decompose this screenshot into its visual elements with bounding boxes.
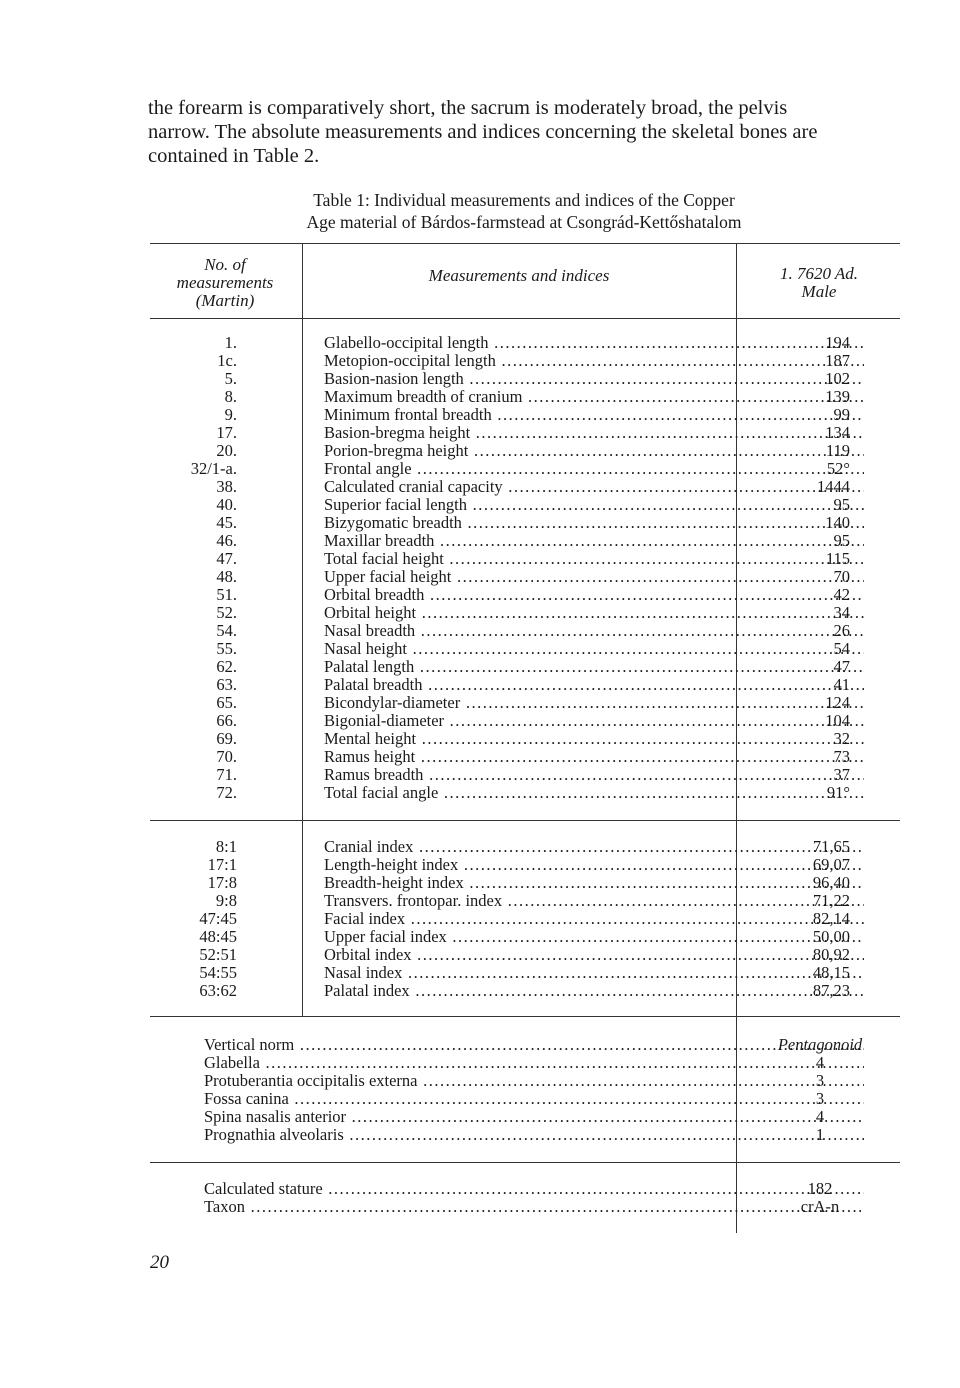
- table-row: [150, 982, 902, 1000]
- section-rule-1: [150, 820, 900, 821]
- table-row: [150, 730, 902, 748]
- row-value: 3: [815, 1071, 825, 1090]
- table-row: [150, 1072, 902, 1090]
- table-row: [150, 694, 902, 712]
- row-value: 95: [833, 495, 850, 514]
- table-row: [150, 838, 902, 856]
- section-rule-2: [150, 1016, 900, 1017]
- row-number: 8.: [224, 387, 237, 406]
- row-label: Orbital index .....: [324, 946, 864, 964]
- header-col-number-line-1: No. of: [204, 255, 246, 274]
- row-label: Bizygomatic breadth .....: [324, 514, 864, 532]
- row-number: 48:45: [199, 927, 237, 946]
- row-value: 69,07: [812, 855, 850, 874]
- row-number: 71.: [216, 765, 237, 784]
- header-col-number-line-3: (Martin): [195, 291, 255, 310]
- row-label: Mental height .....: [324, 730, 864, 748]
- row-label: Upper facial index .....: [324, 928, 864, 946]
- table-row: [150, 946, 902, 964]
- row-value: 41: [833, 675, 850, 694]
- row-number: 55.: [216, 639, 237, 658]
- row-value: 80,92: [812, 945, 850, 964]
- row-label: Palatal length .....: [324, 658, 864, 676]
- table-row: [150, 784, 902, 802]
- row-label: Spina nasalis anterior .....: [204, 1108, 864, 1126]
- row-label: Vertical norm .....: [204, 1036, 864, 1054]
- row-number: 52:51: [199, 945, 237, 964]
- row-label: Length-height index .....: [324, 856, 864, 874]
- table-row: [150, 856, 902, 874]
- row-value: 139: [825, 387, 850, 406]
- header-col-specimen: [738, 265, 900, 301]
- row-value: 47: [833, 657, 850, 676]
- row-label: Breadth-height index .....: [324, 874, 864, 892]
- row-label: Total facial angle .....: [324, 784, 864, 802]
- row-value: 50,00: [812, 927, 850, 946]
- table-row: [150, 550, 902, 568]
- row-label: Frontal angle .....: [324, 460, 864, 478]
- table-row: [150, 892, 902, 910]
- row-number: 9.: [224, 405, 237, 424]
- table-row: [150, 1054, 902, 1072]
- row-label: Ramus breadth .....: [324, 766, 864, 784]
- row-label: Porion-bregma height .....: [324, 442, 864, 460]
- table-row: [150, 676, 902, 694]
- row-number: 32/1-a.: [190, 459, 237, 478]
- row-number: 65.: [216, 693, 237, 712]
- row-label: Upper facial height .....: [324, 568, 864, 586]
- row-number: 38.: [216, 477, 237, 496]
- row-number: 47:45: [199, 909, 237, 928]
- table-row: [150, 334, 902, 352]
- table-row: [150, 406, 902, 424]
- row-label: Facial index .....: [324, 910, 864, 928]
- row-value: 134: [825, 423, 850, 442]
- row-number: 54.: [216, 621, 237, 640]
- table-row: [150, 496, 902, 514]
- row-label: Basion-bregma height .....: [324, 424, 864, 442]
- row-number: 5.: [224, 369, 237, 388]
- row-value: 140: [825, 513, 850, 532]
- row-number: 66.: [216, 711, 237, 730]
- row-value: 102: [825, 369, 850, 388]
- table-row: [150, 910, 902, 928]
- row-label: Protuberantia occipitalis externa .....: [204, 1072, 864, 1090]
- row-label: Superior facial length .....: [324, 496, 864, 514]
- row-value: 4: [815, 1107, 825, 1126]
- table-caption-line-1: Table 1: Individual measurements and indices of the Copper: [313, 190, 735, 210]
- table-row: [150, 712, 902, 730]
- table-row: [150, 964, 902, 982]
- row-number: 70.: [216, 747, 237, 766]
- row-label: Calculated cranial capacity .....: [324, 478, 864, 496]
- row-number: 1.: [224, 333, 237, 352]
- section-rule-3: [150, 1162, 900, 1163]
- table-row: [150, 460, 902, 478]
- table-row: [150, 568, 902, 586]
- table-row: [150, 658, 902, 676]
- row-label: Glabella .....: [204, 1054, 864, 1072]
- row-value: 34: [833, 603, 850, 622]
- row-label: Cranial index .....: [324, 838, 864, 856]
- table-row: [150, 532, 902, 550]
- row-label: Nasal breadth .....: [324, 622, 864, 640]
- row-number: 63:62: [199, 981, 237, 1000]
- row-number: 51.: [216, 585, 237, 604]
- row-label: Palatal index .....: [324, 982, 864, 1000]
- row-value: 124: [825, 693, 850, 712]
- row-value: 1444: [817, 477, 850, 496]
- table-row: [150, 1198, 902, 1216]
- table-row: [150, 1126, 902, 1144]
- table-row: [150, 352, 902, 370]
- row-label: Total facial height .....: [324, 550, 864, 568]
- row-value: crA-n: [800, 1197, 840, 1216]
- paragraph-line: narrow. The absolute measurements and indices concerning the skeletal bones are: [148, 121, 818, 143]
- table-row: [150, 424, 902, 442]
- row-label: Prognathia alveolaris .....: [204, 1126, 864, 1144]
- row-label: Bicondylar-diameter .....: [324, 694, 864, 712]
- row-value: 115: [825, 549, 850, 568]
- row-number: 17.: [216, 423, 237, 442]
- row-number: 17:1: [207, 855, 237, 874]
- row-number: 20.: [216, 441, 237, 460]
- row-value: 96,40: [812, 873, 850, 892]
- table-row: [150, 370, 902, 388]
- header-col-specimen-line-2: Male: [801, 282, 837, 301]
- row-number: 1c.: [217, 351, 237, 370]
- row-value: 82,14: [812, 909, 850, 928]
- row-label: Metopion-occipital length .....: [324, 352, 864, 370]
- row-value: 37: [833, 765, 850, 784]
- page-number: 20: [150, 1252, 169, 1273]
- table-row: [150, 1180, 902, 1198]
- row-label: Orbital breadth .....: [324, 586, 864, 604]
- row-number: 17:8: [207, 873, 237, 892]
- table-row: [150, 928, 902, 946]
- row-number: 9:8: [215, 891, 237, 910]
- row-label: Transvers. frontopar. index .....: [324, 892, 864, 910]
- row-number: 45.: [216, 513, 237, 532]
- table-row: [150, 388, 902, 406]
- row-label: Nasal index .....: [324, 964, 864, 982]
- header-col-specimen-line-1: 1. 7620 Ad.: [779, 264, 859, 283]
- row-label: Ramus height .....: [324, 748, 864, 766]
- intro-paragraph: [148, 96, 900, 168]
- paragraph-line: contained in Table 2.: [148, 145, 320, 167]
- row-value: 54: [833, 639, 850, 658]
- row-label: Basion-nasion length .....: [324, 370, 864, 388]
- row-label: Glabello-occipital length .....: [324, 334, 864, 352]
- row-value: 95: [833, 531, 850, 550]
- row-value: 32: [833, 729, 850, 748]
- row-label: Maximum breadth of cranium .....: [324, 388, 864, 406]
- row-value: 70: [833, 567, 850, 586]
- row-number: 62.: [216, 657, 237, 676]
- row-value: 52°: [826, 459, 850, 478]
- table-row: [150, 874, 902, 892]
- table-top-rule: [150, 243, 900, 244]
- table-caption-line-2: Age material of Bárdos-farmstead at Csongrád-Kettőshatalom: [306, 212, 742, 232]
- table-row: [150, 514, 902, 532]
- table-row: [150, 748, 902, 766]
- header-bottom-rule: [150, 318, 900, 319]
- row-value: 182: [807, 1179, 833, 1198]
- row-label: Palatal breadth .....: [324, 676, 864, 694]
- row-number: 46.: [216, 531, 237, 550]
- table-row: [150, 1108, 902, 1126]
- header-col-number-line-2: measurements: [176, 273, 274, 292]
- header-col-measurements: Measurements and indices: [428, 266, 610, 285]
- row-number: 40.: [216, 495, 237, 514]
- row-number: 47.: [216, 549, 237, 568]
- table-row: [150, 604, 902, 622]
- table-row: [150, 1036, 902, 1054]
- row-number: 52.: [216, 603, 237, 622]
- row-number: 69.: [216, 729, 237, 748]
- table-row: [150, 622, 902, 640]
- row-value: 187: [825, 351, 850, 370]
- row-label: Orbital height .....: [324, 604, 864, 622]
- row-value: 71,65: [812, 837, 850, 856]
- row-label: Calculated stature .....: [204, 1180, 864, 1198]
- row-value: 71,22: [812, 891, 850, 910]
- row-label: Fossa canina .....: [204, 1090, 864, 1108]
- table-row: [150, 640, 902, 658]
- row-label: Maxillar breadth .....: [324, 532, 864, 550]
- table-row: [150, 442, 902, 460]
- row-value: 87,23: [812, 981, 850, 1000]
- row-value: 4: [815, 1053, 825, 1072]
- table-row: [150, 586, 902, 604]
- row-value: 104: [825, 711, 850, 730]
- row-value: 42: [833, 585, 850, 604]
- table-row: [150, 766, 902, 784]
- row-number: 72.: [216, 783, 237, 802]
- row-value: 91°: [826, 783, 850, 802]
- row-value: 26: [833, 621, 850, 640]
- row-value: 48,15: [812, 963, 850, 982]
- row-number: 54:55: [199, 963, 237, 982]
- header-col-number: [150, 256, 300, 310]
- row-label: Taxon .....: [204, 1198, 864, 1216]
- row-label: Bigonial-diameter .....: [324, 712, 864, 730]
- paragraph-line: the forearm is comparatively short, the sacrum is moderately broad, the pelvis: [148, 97, 788, 119]
- row-value: Pentagonoid: [777, 1035, 863, 1054]
- table-row: [150, 478, 902, 496]
- row-label: Nasal height .....: [324, 640, 864, 658]
- row-value: 1: [815, 1125, 825, 1144]
- row-value: 119: [825, 441, 850, 460]
- table-row: [150, 1090, 902, 1108]
- row-value: 3: [815, 1089, 825, 1108]
- row-value: 73: [833, 747, 850, 766]
- row-number: 63.: [216, 675, 237, 694]
- row-number: 48.: [216, 567, 237, 586]
- row-number: 8:1: [215, 837, 237, 856]
- row-value: 194: [825, 333, 850, 352]
- row-label: Minimum frontal breadth .....: [324, 406, 864, 424]
- row-value: 99: [833, 405, 850, 424]
